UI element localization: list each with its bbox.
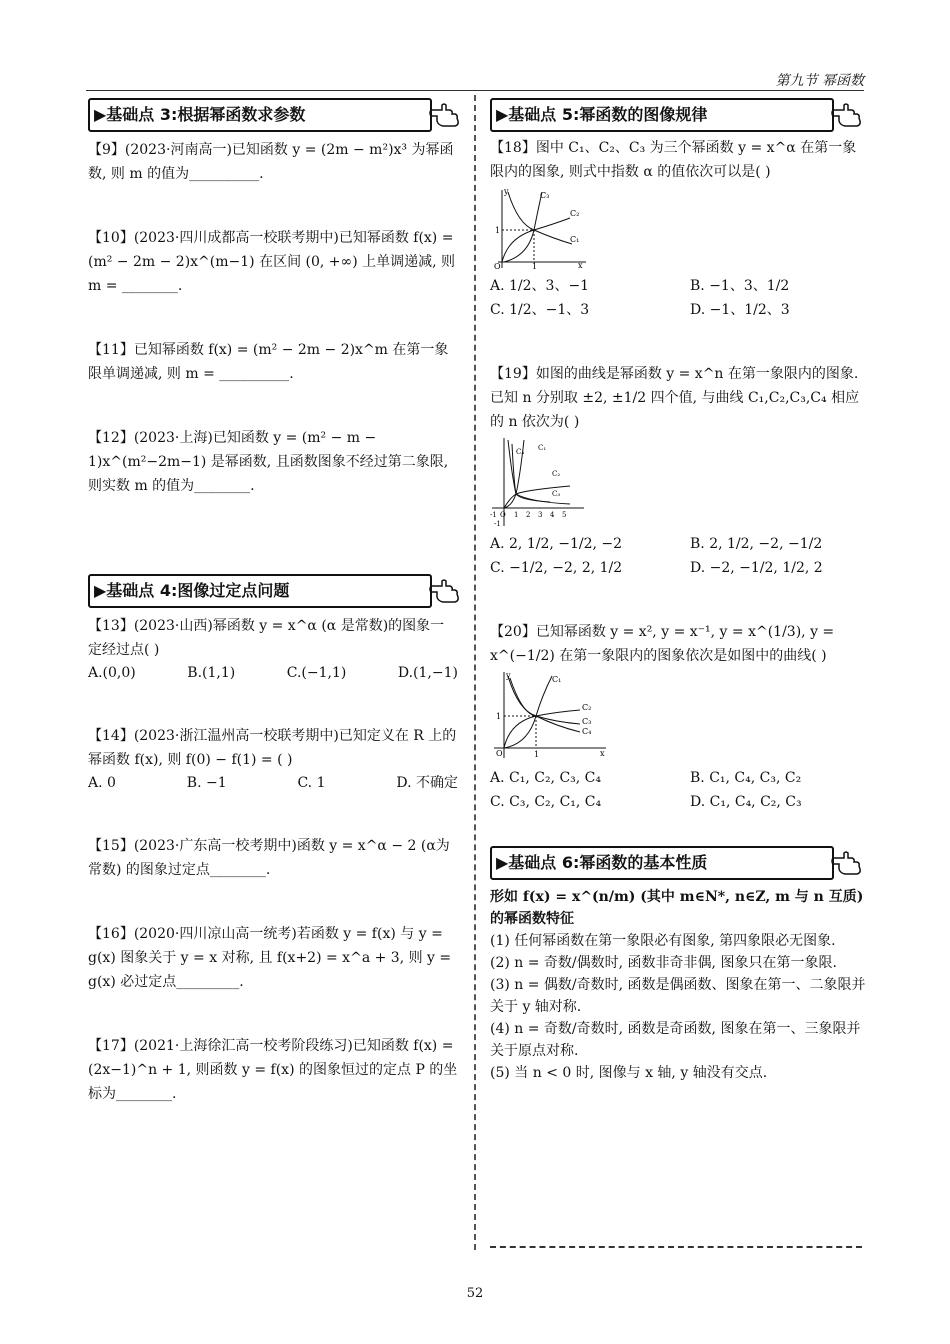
option-d: D.(1,−1) — [397, 665, 458, 681]
option-c: C. 1/2、−1、3 — [490, 302, 590, 318]
option-b: B. C₁, C₄, C₃, C₂ — [690, 770, 802, 786]
option-a: A. C₁, C₂, C₃, C₄ — [490, 770, 602, 786]
origin-label: O — [496, 749, 503, 758]
question-19-options — [490, 532, 870, 580]
pointing-hand-icon — [428, 96, 462, 130]
question-16: 【16】(2020·四川凉山高一统考)若函数 y = f(x) 与 y = g(x) 图象关于 y = x 对称, 且 f(x+2) = x^a + 3, 则 y = g(x) 必过定点_________. — [88, 926, 452, 990]
pointing-hand-icon — [830, 844, 864, 878]
property-4: (4) n = 奇数/奇数时, 函数是奇函数, 图象在第一、三象限并关于原点对称. — [490, 1021, 861, 1059]
question-20-options — [490, 766, 870, 814]
question-14: 【14】(2023·浙江温州高一校联考期中)已知定义在 R 上的幂函数 f(x), 则 f(0) − f(1) = ( ) — [88, 728, 457, 768]
section-4-header — [88, 572, 458, 606]
figure-18-power-curves — [490, 186, 590, 270]
tick-x-2: 2 — [526, 511, 531, 519]
tick-x-3: 3 — [538, 511, 543, 519]
properties-heading: 形如 f(x) = x^(n/m) (其中 m∈N*, n∈Z, m 与 n 互质)的幂函数特征 — [490, 889, 864, 927]
origin-label: O — [500, 511, 506, 519]
tick-x-4: 4 — [550, 511, 555, 519]
column-divider — [474, 95, 476, 1250]
tick-y-neg1: -1 — [494, 520, 501, 528]
section-5-header — [490, 96, 870, 130]
tick-x-neg1: -1 — [490, 511, 497, 519]
option-a: A. 1/2、3、−1 — [490, 278, 590, 294]
section-5-title: ▶基础点 5:幂函数的图像规律 — [490, 98, 834, 132]
axis-y-label: y — [504, 187, 509, 196]
option-d: D. C₁, C₄, C₂, C₃ — [690, 794, 802, 810]
curve-label-c3: C₃ — [552, 490, 561, 498]
axis-x-label: x — [578, 261, 583, 270]
curve-label-c1: C₁ — [538, 444, 547, 452]
question-18: 【18】图中 C₁、C₂、C₃ 为三个幂函数 y = x^α 在第一象限内的图象, 则式中指数 α 的值依次可以是( ) — [490, 140, 857, 180]
property-1: (1) 任何幂函数在第一象限必有图象, 第四象限必无图象. — [490, 933, 836, 949]
option-b: B. −1、3、1/2 — [690, 278, 790, 294]
curve-label-c2: C₂ — [552, 470, 561, 478]
option-b: B. 2, 1/2, −2, −1/2 — [690, 536, 823, 552]
question-15: 【15】(2023·广东高一校考期中)函数 y = x^α − 2 (α为常数) 的图象过定点________. — [88, 838, 450, 878]
option-a: A. 2, 1/2, −1/2, −2 — [490, 536, 623, 552]
question-17: 【17】(2021·上海徐汇高一校考阶段练习)已知函数 f(x) = (2x−1)^n + 1, 则函数 y = f(x) 的图象恒过的定点 P 的坐标为________. — [88, 1038, 458, 1102]
section-end-rule — [490, 1246, 862, 1248]
curve-label-c3: C₃ — [540, 191, 550, 200]
question-13-options — [88, 662, 458, 684]
curve-label-c3: C₃ — [582, 717, 592, 726]
right-column — [490, 92, 870, 1084]
option-c: C. C₃, C₂, C₁, C₄ — [490, 794, 602, 810]
section-4-title: ▶基础点 4:图像过定点问题 — [88, 574, 432, 608]
section-3-title: ▶基础点 3:根据幂函数求参数 — [88, 98, 432, 132]
origin-label: O — [494, 262, 501, 270]
question-13: 【13】(2023·山西)幂函数 y = x^α (α 是常数)的图象一定经过点( ) — [88, 618, 445, 658]
curve-label-c2: C₂ — [582, 703, 592, 712]
question-18-options — [490, 274, 870, 322]
option-b: B.(1,1) — [187, 665, 236, 681]
question-11: 【11】已知幂函数 f(x) = (m² − 2m − 2)x^m 在第一象限单调递减, 则 m = __________. — [88, 342, 449, 382]
question-9: 【9】(2023·河南高一)已知函数 y = (2m − m²)x³ 为幂函数, 则 m 的值为__________. — [88, 142, 454, 182]
option-a: A. 0 — [88, 775, 116, 791]
page-number: 52 — [466, 1286, 484, 1301]
option-d: D. −2, −1/2, 1/2, 2 — [690, 560, 823, 576]
question-19: 【19】如图的曲线是幂函数 y = x^n 在第一象限内的图象. 已知 n 分别取 ±2, ±1/2 四个值, 与曲线 C₁,C₂,C₃,C₄ 相应的 n 依次为( ) — [490, 366, 860, 430]
left-column — [88, 92, 458, 1106]
tick-x-5: 5 — [562, 511, 567, 519]
tick-y-1: 1 — [496, 712, 502, 721]
figure-19-power-curves — [490, 436, 586, 528]
property-3: (3) n = 偶数/奇数时, 函数是偶函数、图象在第一、二象限并关于 y 轴对称. — [490, 977, 866, 1015]
option-d: D. −1、1/2、3 — [690, 302, 790, 318]
property-5: (5) 当 n < 0 时, 图像与 x 轴, y 轴没有交点. — [490, 1065, 768, 1081]
curve-label-c2: C₂ — [570, 209, 580, 218]
option-c: C.(−1,1) — [286, 665, 347, 681]
question-20: 【20】已知幂函数 y = x², y = x⁻¹, y = x^(1/3), y = x^(−1/2) 在第一象限内的图象依次是如图中的曲线( ) — [490, 624, 835, 664]
section-6-header — [490, 844, 870, 878]
option-b: B. −1 — [186, 775, 227, 791]
tick-y-1: 1 — [495, 226, 501, 235]
question-12: 【12】(2023·上海)已知函数 y = (m² − m − 1)x^(m²−2m−1) 是幂函数, 且函数图象不经过第二象限, 则实数 m 的值为________. — [88, 430, 449, 494]
curve-label-c1: C₁ — [552, 675, 562, 684]
figure-20-power-curves — [490, 670, 610, 762]
tick-x-1: 1 — [534, 750, 540, 759]
pointing-hand-icon — [428, 572, 462, 606]
curve-label-c4: C₄ — [582, 727, 592, 736]
section-3-header — [88, 96, 458, 130]
tick-x-1: 1 — [532, 262, 538, 270]
option-c: C. 1 — [297, 775, 326, 791]
axis-x-label: x — [600, 749, 605, 758]
option-d: D. 不确定 — [396, 775, 458, 791]
curve-label-c1: C₁ — [570, 235, 580, 244]
header-rule — [86, 90, 864, 91]
pointing-hand-icon — [830, 96, 864, 130]
option-c: C. −1/2, −2, 2, 1/2 — [490, 560, 623, 576]
question-10: 【10】(2023·四川成都高一校联考期中)已知幂函数 f(x) = (m² − 2m − 2)x^(m−1) 在区间 (0, +∞) 上单调递减, 则 m = ________. — [88, 230, 456, 294]
section-6-title: ▶基础点 6:幂函数的基本性质 — [490, 846, 834, 880]
property-2: (2) n = 奇数/偶数时, 函数非奇非偶, 图象只在第一象限. — [490, 955, 837, 971]
curve-label-c4: C₄ — [516, 448, 525, 456]
chapter-header: 第九节 幂函数 — [775, 73, 864, 89]
tick-x-1: 1 — [514, 511, 519, 519]
axis-y-label: y — [506, 671, 511, 680]
option-a: A.(0,0) — [88, 665, 136, 681]
question-14-options — [88, 772, 458, 794]
